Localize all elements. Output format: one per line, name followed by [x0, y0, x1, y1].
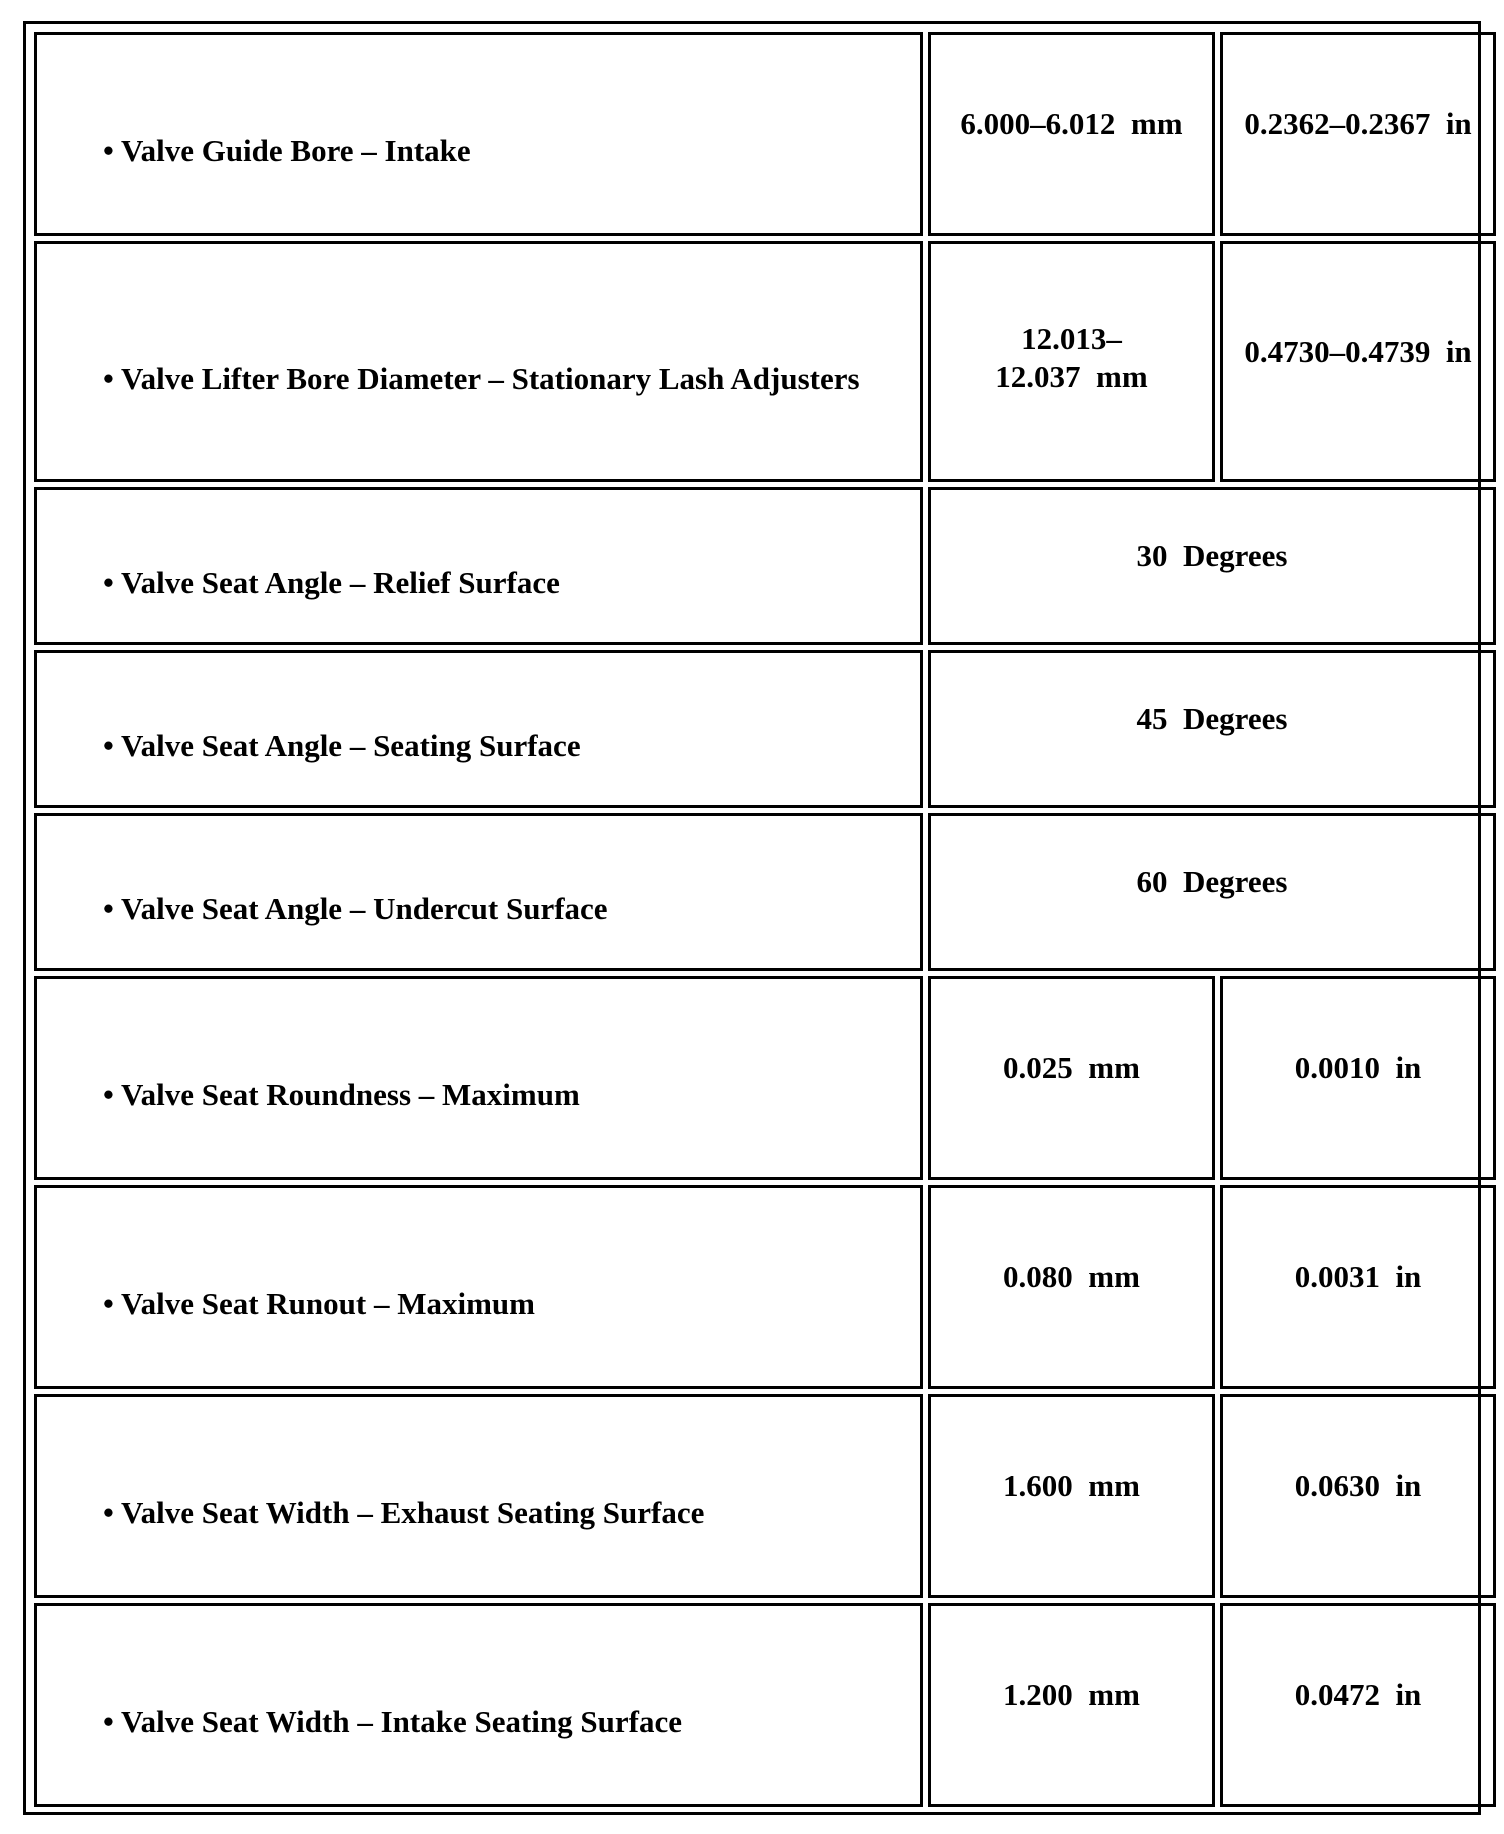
spec-label-cell — [34, 1603, 923, 1807]
spec-label: • Valve Seat Angle – Seating Surface — [103, 728, 581, 763]
spec-label-cell — [34, 487, 923, 645]
table-row — [34, 1185, 1496, 1389]
imperial-value-cell — [1220, 976, 1496, 1180]
metric-value: 1.600 mm — [1003, 1468, 1140, 1503]
table-row — [34, 32, 1496, 236]
spec-label: • Valve Seat Angle – Undercut Surface — [103, 891, 608, 926]
table-row — [34, 650, 1496, 808]
spec-label: • Valve Guide Bore – Intake — [103, 133, 471, 168]
imperial-value-cell — [1220, 241, 1496, 482]
metric-value-cell — [928, 976, 1215, 1180]
spec-label-cell — [34, 650, 923, 808]
angle-value: 30 Degrees — [1136, 538, 1288, 573]
spec-label-cell — [34, 32, 923, 236]
imperial-value: 0.0472 in — [1294, 1677, 1422, 1712]
table-row — [34, 1603, 1496, 1807]
metric-value: 1.200 mm — [1003, 1677, 1140, 1712]
spec-label-cell — [34, 813, 923, 971]
imperial-value-cell — [1220, 1394, 1496, 1598]
imperial-value: 0.4730–0.4739 in — [1244, 333, 1472, 369]
metric-value: 0.080 mm — [1003, 1259, 1140, 1294]
imperial-value: 0.0031 in — [1294, 1259, 1422, 1294]
table-row — [34, 1394, 1496, 1598]
metric-value-cell — [928, 241, 1215, 482]
spec-label: • Valve Seat Width – Intake Seating Surface — [103, 1704, 682, 1739]
imperial-value: 0.2362–0.2367 in — [1244, 106, 1472, 141]
table-row — [34, 487, 1496, 645]
angle-value-cell — [928, 650, 1496, 808]
metric-value-cell — [928, 1394, 1215, 1598]
valve-spec-table — [29, 27, 1501, 1812]
metric-value: 0.025 mm — [1003, 1050, 1140, 1085]
angle-value-cell — [928, 813, 1496, 971]
metric-value-cell — [928, 1603, 1215, 1807]
table-row — [34, 241, 1496, 482]
spec-label-cell — [34, 1185, 923, 1389]
table-row — [34, 813, 1496, 971]
spec-label: • Valve Seat Roundness – Maximum — [103, 1077, 580, 1112]
spec-table-frame — [23, 21, 1481, 1815]
metric-value-cell — [928, 1185, 1215, 1389]
imperial-value: 0.0010 in — [1294, 1050, 1422, 1085]
imperial-value: 0.0630 in — [1294, 1468, 1422, 1503]
spec-label: • Valve Seat Width – Exhaust Seating Surface — [103, 1495, 705, 1530]
angle-value: 45 Degrees — [1136, 701, 1288, 736]
imperial-value-cell — [1220, 1185, 1496, 1389]
metric-value: 12.013– 12.037 mm — [995, 320, 1148, 394]
spec-label: • Valve Lifter Bore Diameter – Stationary Lash Adjusters — [103, 360, 860, 396]
angle-value-cell — [928, 487, 1496, 645]
table-row — [34, 976, 1496, 1180]
metric-value-cell — [928, 32, 1215, 236]
imperial-value-cell — [1220, 1603, 1496, 1807]
metric-value: 6.000–6.012 mm — [960, 106, 1183, 141]
spec-label-cell — [34, 976, 923, 1180]
spec-label: • Valve Seat Runout – Maximum — [103, 1286, 535, 1321]
spec-label-cell — [34, 241, 923, 482]
spec-label: • Valve Seat Angle – Relief Surface — [103, 565, 560, 600]
imperial-value-cell — [1220, 32, 1496, 236]
spec-label-cell — [34, 1394, 923, 1598]
angle-value: 60 Degrees — [1136, 864, 1288, 899]
